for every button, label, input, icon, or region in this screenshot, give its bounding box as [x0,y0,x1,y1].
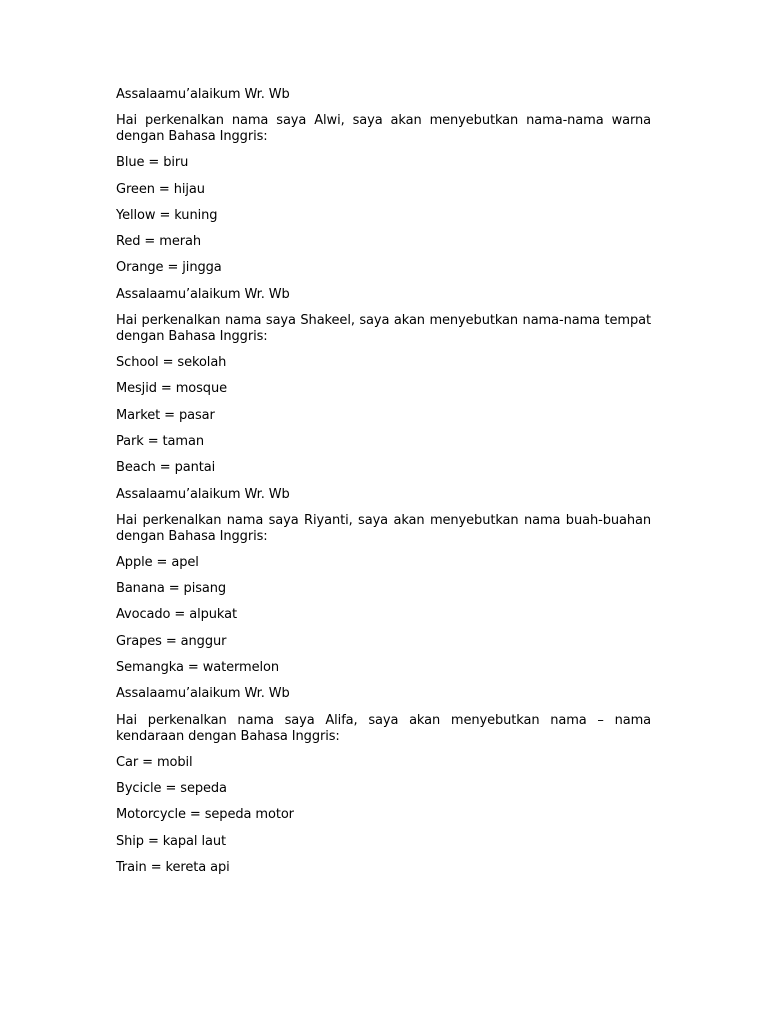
vocab-item: Banana = pisang [116,581,227,597]
intro-paragraph: Hai perkenalkan nama saya Riyanti, saya akan menyebutkan nama buah-buahan dengan Bahasa Inggris: [116,512,651,544]
vocab-item: Yellow = kuning [116,207,218,223]
vocab-item: Orange = jingga [116,260,222,276]
vocab-item: Green = hijau [116,181,205,197]
section-fruits [116,487,651,676]
vocab-item: Red = merah [116,234,201,250]
vocab-item: Beach = pantai [116,460,216,476]
vocab-item: Blue = biru [116,155,189,171]
greeting: Assalaamu’alaikum Wr. Wb [116,686,290,702]
vocab-item: Grapes = anggur [116,633,227,649]
vocab-item: Avocado = alpukat [116,607,237,623]
greeting: Assalaamu’alaikum Wr. Wb [116,286,290,302]
vocab-item: Bycicle = sepeda [116,780,227,796]
vocab-item: School = sekolah [116,355,227,371]
vocab-item: Train = kereta api [116,859,230,875]
vocab-item: Park = taman [116,433,204,449]
section-places [116,287,651,476]
section-colors [116,87,651,276]
intro-paragraph: Hai perkenalkan nama saya Shakeel, saya akan menyebutkan nama-nama tempat dengan Bahasa Inggris: [116,313,651,345]
vocab-item: Apple = apel [116,554,199,570]
greeting: Assalaamu’alaikum Wr. Wb [116,87,290,102]
intro-paragraph: Hai perkenalkan nama saya Alifa, saya akan menyebutkan nama – nama kendaraan dengan Bahasa Inggris: [116,712,651,744]
section-vehicles [116,686,651,875]
vocab-item: Market = pasar [116,407,215,423]
document-body [116,87,651,886]
greeting: Assalaamu’alaikum Wr. Wb [116,486,290,502]
vocab-item: Semangka = watermelon [116,660,279,676]
vocab-item: Car = mobil [116,754,193,770]
vocab-item: Motorcycle = sepeda motor [116,807,294,823]
vocab-item: Mesjid = mosque [116,381,227,397]
intro-paragraph: Hai perkenalkan nama saya Alwi, saya akan menyebutkan nama-nama warna dengan Bahasa Inggris: [116,113,651,145]
vocab-item: Ship = kapal laut [116,833,226,849]
